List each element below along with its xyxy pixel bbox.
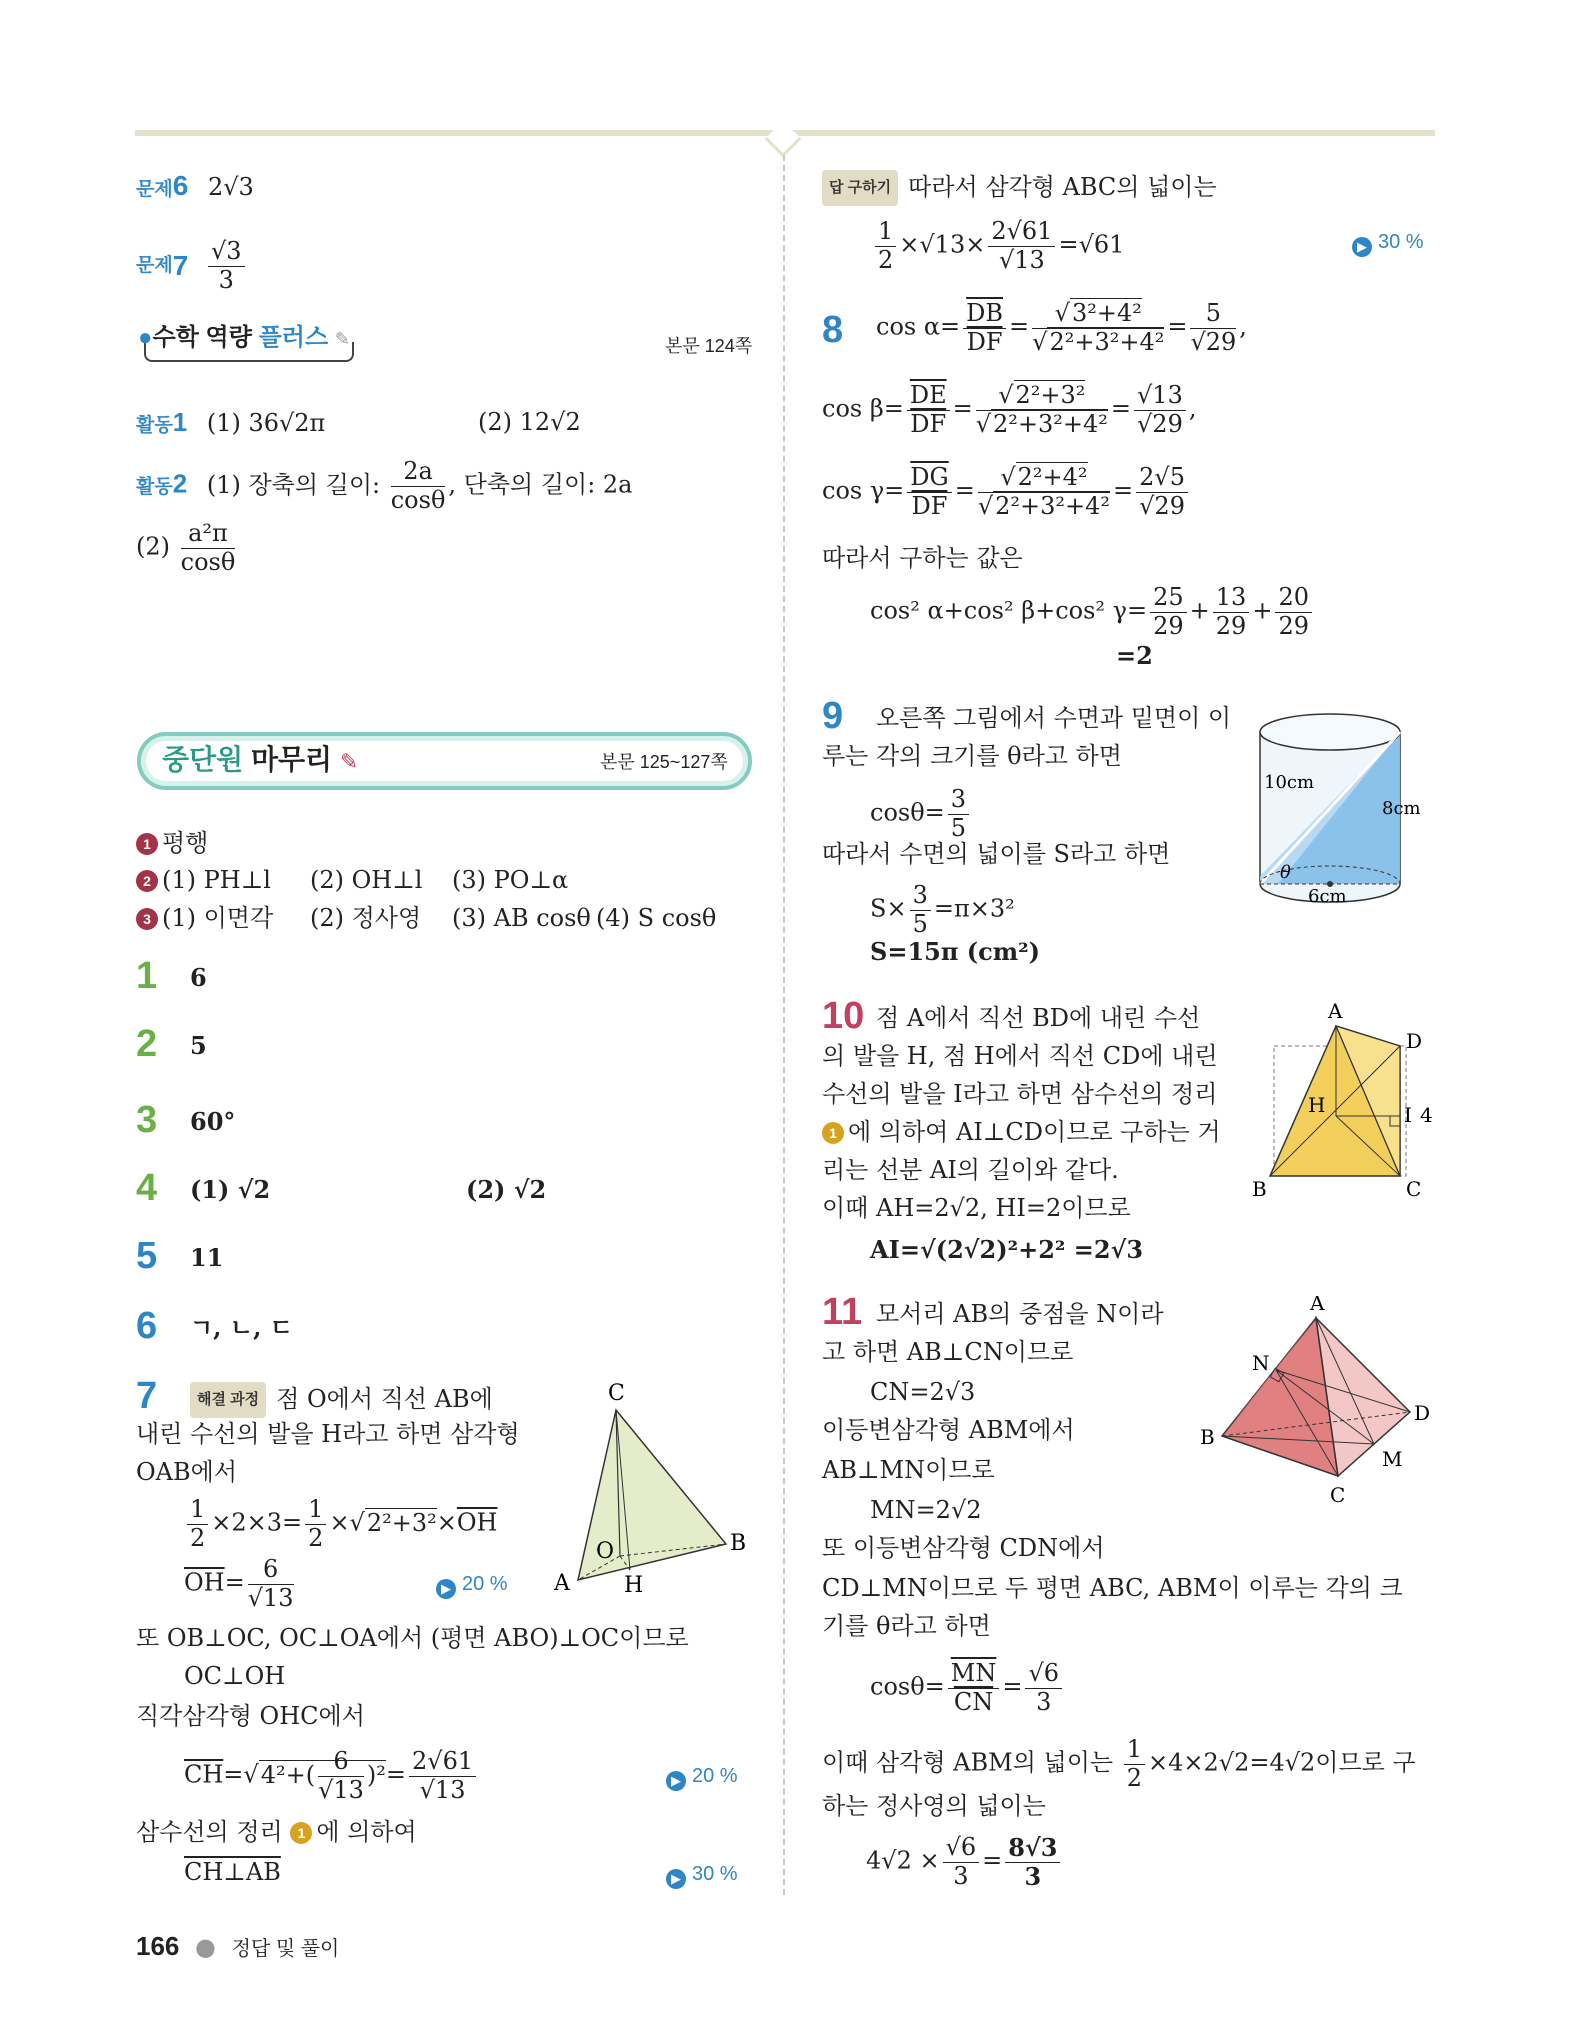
q7-eq4: $\overline{CH}=√4^2+$( $\frac{6}{√13}$ )²= $\frac{2√61}{√13}$: [184, 1748, 479, 1804]
q10-line6: 이때 AH=2√2, HI=2이므로: [822, 1194, 1131, 1222]
activity1-part2: (2) 12√2: [478, 408, 581, 436]
q11-eq3: cosθ= $\frac{\overline{MN}}{CN}$ = $\frac{√6}{3}$: [870, 1660, 1065, 1716]
pencil-icon: ✎: [339, 749, 359, 774]
q7-number: 7: [136, 1375, 158, 1417]
q9-line3: 따라서 수면의 넓이를 S라고 하면: [822, 840, 1171, 868]
answer-1-value: 6: [190, 963, 207, 992]
q7-final-eq: $\frac{1}{2}$ ×√13× $\frac{2√61}{√13}$ =√61: [872, 218, 1124, 274]
q9-fig-label-6cm: 6cm: [1308, 886, 1347, 907]
page-number: 166: [136, 1931, 180, 1961]
q10-fig-label-C: C: [1406, 1177, 1422, 1200]
q11-eq2: MN=2√2: [870, 1496, 982, 1524]
answer-1-number: 1: [136, 955, 158, 997]
answer-2-value: 5: [190, 1031, 207, 1060]
q7-line6: 삼수선의 정리 1 에 의하여: [136, 1818, 417, 1846]
concept-3c: (3) AB cosθ: [452, 904, 591, 932]
answer-4-number: 4: [136, 1167, 158, 1209]
q9-eq1: cosθ= $\frac{3}{5}$: [870, 786, 972, 842]
q7-final-line: 답 구하기 따라서 삼각형 ABC의 넓이는: [822, 170, 1217, 206]
q7-eq5: CH⊥AB: [184, 1858, 281, 1886]
q11-tetrahedron-figure: [1198, 1296, 1438, 1526]
q8-cos-beta: cos β= $\frac{\overline{DE}}{DF}$ = $\frac{\text{√2²+3²}}{\text{√2²+3²+4²}}$ = $\frac{√13}{√29}$ ,: [822, 381, 1197, 438]
concept-2b: (2) OH⊥l: [310, 866, 423, 894]
q10-line2: 의 발을 H, 점 H에서 직선 CD에 내린: [822, 1042, 1218, 1070]
mid-review-title: 중단원 마무리 ✎: [162, 744, 359, 775]
q10-pyramid-figure: [1250, 1000, 1440, 1200]
q7-eq1: $\frac{1}{2}$ ×2×3= $\frac{1}{2}$ $\times√2^2+3^2\times\overline{OH}$: [184, 1496, 497, 1552]
footer-label: 정답 및 풀이: [231, 1938, 340, 1960]
page-footer: 166 ● 정답 및 풀이: [136, 1931, 340, 1961]
q10-fig-label-I: I: [1404, 1103, 1412, 1127]
concept-2: 2 (1) PH⊥l: [136, 864, 271, 896]
q8-number: 8: [822, 309, 844, 351]
q7-line3: OAB에서: [136, 1458, 238, 1486]
q11-fig-label-D: D: [1414, 1401, 1431, 1425]
q11-line4: AB⊥MN이므로: [822, 1456, 995, 1484]
q11-line8: 이때 삼각형 ABM의 넓이는 $\frac{1}{2}$ ×4×2√2=4√2이므로 구: [822, 1735, 1416, 1792]
column-divider: [783, 155, 785, 1895]
activity2-part2: (2) $\frac{\text{a²π}}{\cos\theta}$: [136, 519, 236, 576]
answer-3-value: 60°: [190, 1107, 236, 1136]
q9-line2: 루는 각의 크기를 θ라고 하면: [822, 742, 1122, 770]
q7-score-3: ▶ 30 %: [666, 1860, 738, 1889]
plus-page-ref: 본문 124쪽: [665, 336, 753, 356]
answer-3-number: 3: [136, 1099, 158, 1141]
answer-6-number: 6: [136, 1305, 158, 1347]
q7-line2: 내린 수선의 발을 H라고 하면 삼각형: [136, 1420, 520, 1448]
q11-fig-label-C: C: [1330, 1483, 1346, 1507]
q10-eq: AI=√(2√2)²+2² =2√3: [870, 1235, 1144, 1264]
q7-line1: 해결 과정 점 O에서 직선 AB에: [190, 1382, 493, 1418]
answer-6-value: ㄱ, ㄴ, ㄷ: [190, 1313, 293, 1342]
problem6: 문제6 2√3: [136, 170, 254, 201]
answer-4-value: (1) √2: [190, 1175, 271, 1204]
concept-3: 3 (1) 이면각: [136, 902, 273, 934]
q7-line4: 또 OB⊥OC, OC⊥OA에서 (평면 ABO)⊥OC이므로: [136, 1624, 689, 1652]
q7-final-score: ▶ 30 %: [1352, 228, 1424, 257]
q11-line7: 기를 θ라고 하면: [822, 1612, 991, 1640]
concept-1: 1 평행: [136, 827, 208, 859]
q7-fig-label-A: A: [554, 1571, 570, 1596]
q8-line: 따라서 구하는 값은: [822, 544, 1023, 572]
q10-fig-label-D: D: [1406, 1029, 1423, 1053]
top-rule-notch: [765, 121, 802, 158]
plus-section-header: ●수학 역량 플러스 ✎: [138, 322, 378, 362]
q11-fig-label-B: B: [1200, 1425, 1215, 1449]
q7-fig-label-C: C: [608, 1381, 625, 1406]
activity1: 활동1 (1) 36√2π: [136, 407, 326, 437]
answer-2-number: 2: [136, 1023, 158, 1065]
q10-line3: 수선의 발을 I라고 하면 삼수선의 정리: [822, 1080, 1218, 1108]
q9-fig-label-8cm: 8cm: [1382, 798, 1421, 819]
answer-5-number: 5: [136, 1235, 158, 1277]
q10-line1: 점 A에서 직선 BD에 내린 수선: [876, 1004, 1201, 1032]
answer-4-value2: (2) √2: [466, 1175, 547, 1204]
q7-eq2: $\overline{OH}=$ $\frac{6}{√13}$: [184, 1555, 294, 1612]
q11-eq1: CN=2√3: [870, 1378, 976, 1406]
q7-line5: 직각삼각형 OHC에서: [136, 1702, 365, 1730]
concept-3b: (2) 정사영: [310, 904, 422, 932]
q7-score-1: ▶ 20 %: [436, 1570, 508, 1599]
q9-eq3: S=15π (cm²): [870, 937, 1040, 966]
q8-cos-alpha: cos α= $\frac{\overline{DB}}{DF}$ = $\frac{\text{√3²+4²}}{\text{√2²+3²+4²}}$ = $\frac{5}{√29}$ ,: [876, 299, 1247, 356]
q11-fig-label-M: M: [1382, 1447, 1403, 1471]
q10-fig-label-B: B: [1252, 1177, 1267, 1200]
q7-eq3: OC⊥OH: [184, 1662, 286, 1690]
q11-line6: CD⊥MN이므로 두 평면 ABC, ABM이 이루는 각의 크: [822, 1574, 1403, 1602]
q11-line9: 하는 정사영의 넓이는: [822, 1792, 1046, 1820]
q11-line2: 고 하면 AB⊥CN이므로: [822, 1338, 1074, 1366]
q9-cylinder-figure: [1258, 704, 1438, 914]
q7-fig-label-B: B: [730, 1531, 747, 1556]
concept-3d: (4) S cosθ: [596, 904, 717, 932]
q9-fig-label-10cm: 10cm: [1264, 772, 1315, 793]
mid-review-page-ref: 본문 125~127쪽: [600, 752, 728, 772]
q7-score-2: ▶ 20 %: [666, 1762, 738, 1791]
q10-fig-label-4: 4: [1420, 1103, 1433, 1127]
q7-tetrahedron-figure: [550, 1380, 750, 1610]
concept-2c: (3) PO⊥α: [452, 866, 569, 894]
q10-fig-label-H: H: [1308, 1093, 1326, 1117]
q9-line1: 오른쪽 그림에서 수면과 밑면이 이: [876, 704, 1232, 732]
q8-cos-gamma: cos γ= $\frac{\overline{DG}}{DF}$ = $\frac{\text{√2²+4²}}{\text{√2²+3²+4²}}$ = $\frac{2√5}{√29}$: [822, 464, 1191, 520]
q9-eq2: S× $\frac{3}{5}$ =π×3²: [870, 881, 1015, 938]
q11-eq4: 4√2 × $\frac{√6}{3}$ = $\frac{8√3}{3}$: [866, 1834, 1063, 1890]
activity2: 활동2 (1) 장축의 길이: $\frac{2a}{\cos\theta}$ , 단축의 길이: 2a: [136, 457, 633, 514]
q7-fig-label-O: O: [596, 1539, 615, 1564]
q10-line5: 리는 선분 AI의 길이와 같다.: [822, 1156, 1119, 1184]
q10-fig-label-A: A: [1328, 1000, 1343, 1023]
q11-line3: 이등변삼각형 ABM에서: [822, 1416, 1075, 1444]
problem7: 문제7 $\frac{√3}{3}$: [136, 238, 248, 294]
q11-line5: 또 이등변삼각형 CDN에서: [822, 1534, 1105, 1562]
answer-5-value: 11: [190, 1243, 224, 1272]
q9-number: 9: [822, 695, 844, 737]
q11-line1: 모서리 AB의 중점을 N이라: [876, 1300, 1164, 1328]
q11-number: 11: [822, 1291, 863, 1333]
q8-result: =2: [1116, 641, 1153, 670]
q10-number: 10: [822, 995, 865, 1037]
pencil-icon: ✎: [334, 329, 350, 349]
q11-fig-label-N: N: [1252, 1351, 1270, 1375]
q10-line4: 1 에 의하여 AI⊥CD이므로 구하는 거: [822, 1116, 1221, 1148]
q9-fig-label-theta: θ: [1280, 862, 1291, 883]
q7-fig-label-H: H: [624, 1573, 644, 1598]
q11-fig-label-A: A: [1310, 1296, 1325, 1315]
q8-sum: cos² α+cos² β+cos² γ= $\frac{25}{29}$ + $\frac{13}{29}$ + $\frac{20}{29}$: [870, 584, 1315, 640]
